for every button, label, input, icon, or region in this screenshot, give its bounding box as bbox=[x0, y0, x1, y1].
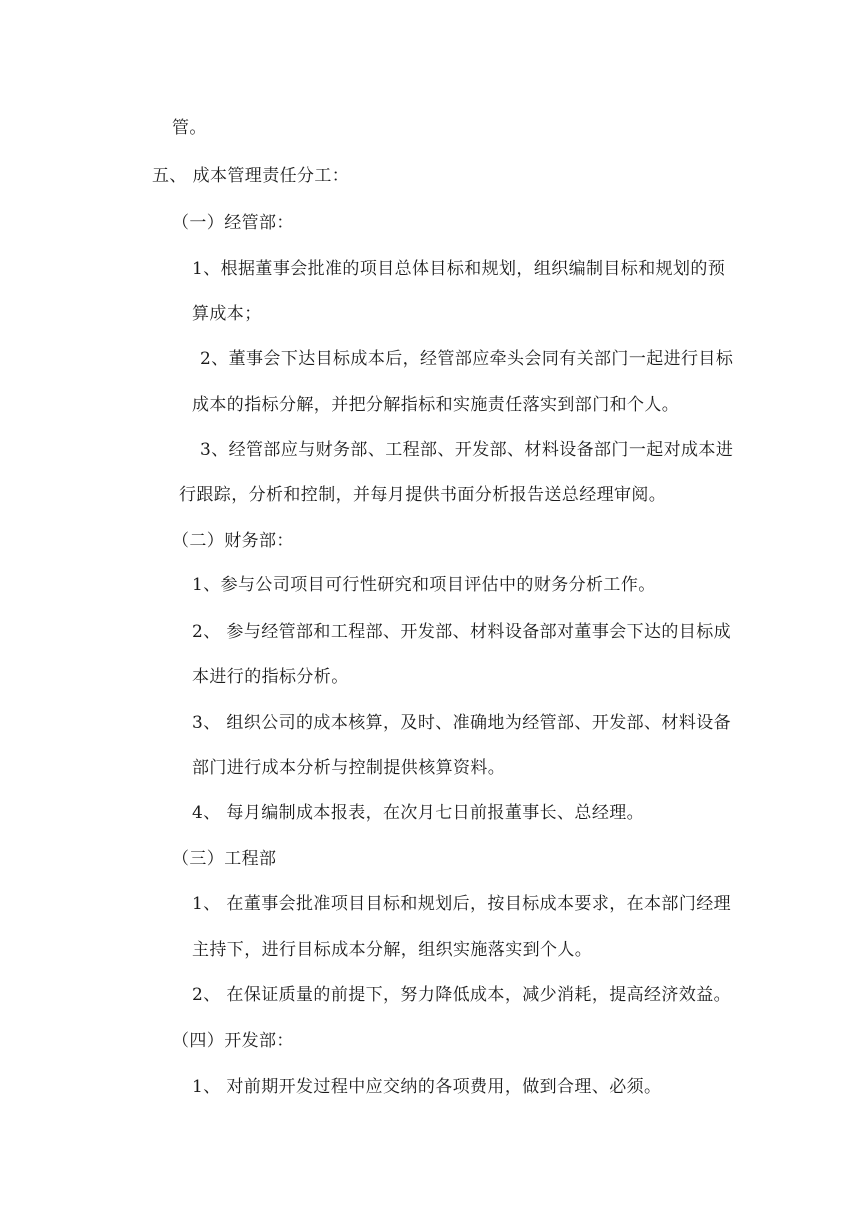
text-line: 3、 组织公司的成本核算，及时、准确地为经管部、开发部、材料设备 bbox=[192, 713, 732, 733]
text-line: 算成本； bbox=[192, 304, 262, 324]
text-line: 行跟踪，分析和控制，并每月提供书面分析报告送总经理审阅。 bbox=[179, 485, 667, 505]
text-line: 1、根据董事会批准的项目总体目标和规划，组织编制目标和规划的预 bbox=[192, 259, 726, 279]
text-line: 2、 参与经管部和工程部、开发部、材料设备部对董事会下达的目标成 bbox=[192, 622, 732, 642]
text-line: 成本的指标分解，并把分解指标和实施责任落实到部门和个人。 bbox=[192, 395, 680, 415]
text-line: 1、参与公司项目可行性研究和项目评估中的财务分析工作。 bbox=[192, 575, 656, 595]
text-line: 1、 在董事会批准项目目标和规划后，按目标成本要求，在本部门经理 bbox=[192, 894, 732, 914]
subsection-heading: （一）经管部： bbox=[172, 213, 294, 233]
text-line: 3、经管部应与财务部、工程部、开发部、材料设备部门一起对成本进 bbox=[200, 440, 734, 460]
subsection-heading: （二）财务部： bbox=[172, 531, 294, 551]
text-line: 2、 在保证质量的前提下，努力降低成本，减少消耗，提高经济效益。 bbox=[192, 985, 732, 1005]
text-line: 部门进行成本分析与控制提供核算资料。 bbox=[192, 758, 506, 778]
text-line: 本进行的指标分析。 bbox=[192, 667, 349, 687]
text-line: 2、董事会下达目标成本后，经管部应牵头会同有关部门一起进行目标 bbox=[200, 349, 734, 369]
subsection-heading: （三）工程部 bbox=[172, 849, 277, 869]
text-line: 管。 bbox=[172, 118, 207, 138]
text-line: 1、 对前期开发过程中应交纳的各项费用，做到合理、必须。 bbox=[192, 1077, 662, 1097]
text-line: 4、 每月编制成本报表，在次月七日前报董事长、总经理。 bbox=[192, 803, 645, 823]
section-heading: 五、 成本管理责任分工： bbox=[152, 166, 350, 186]
text-line: 主持下，进行目标成本分解，组织实施落实到个人。 bbox=[192, 940, 593, 960]
subsection-heading: （四）开发部： bbox=[172, 1031, 294, 1051]
